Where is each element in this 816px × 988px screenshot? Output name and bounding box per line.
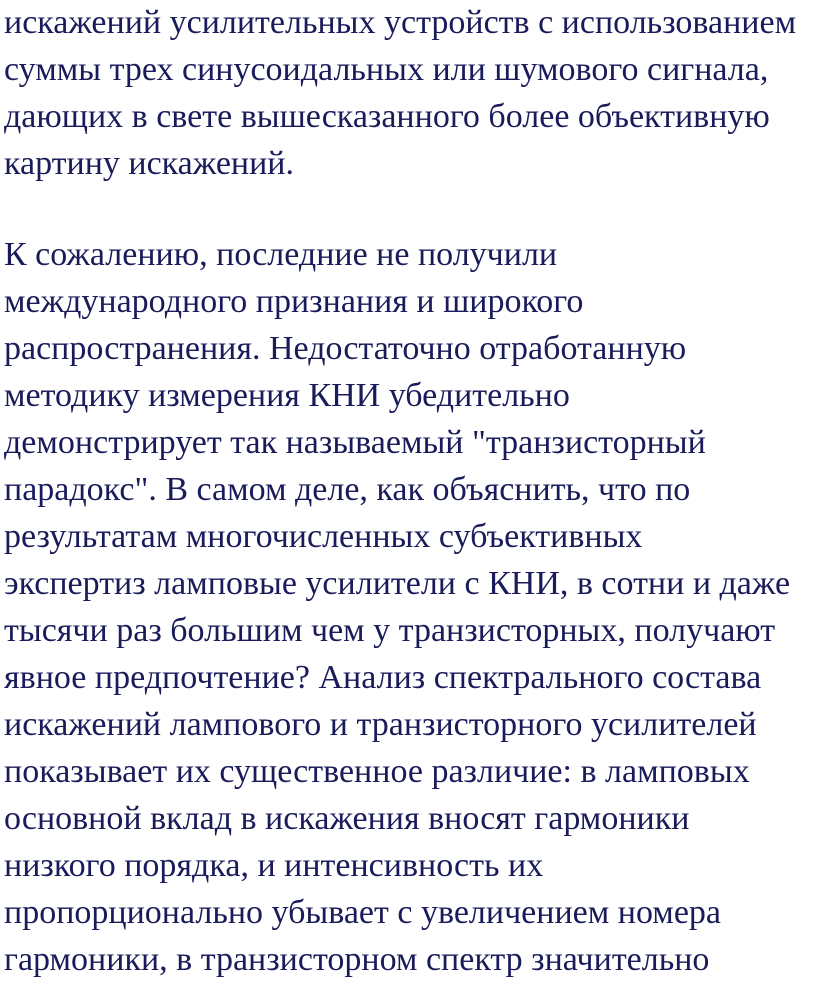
text-line: суммы трех синусоидальных или шумового сигнала, bbox=[4, 51, 769, 88]
text-line: низкого порядка, и интенсивность их bbox=[4, 847, 544, 884]
text-line: парадокс". В самом деле, как объяснить, что по bbox=[4, 471, 691, 508]
text-line: пропорционально убывает с увеличением номера bbox=[4, 894, 722, 931]
text-line: тысячи раз большим чем у транзисторных, получают bbox=[4, 612, 776, 649]
text-line: дающих в свете вышесказанного более объективную bbox=[4, 98, 770, 135]
text-line: распространения. Недостаточно отработанную bbox=[4, 330, 687, 367]
text-line: явное предпочтение? Анализ спектрального состава bbox=[4, 659, 762, 696]
text-line: искажений усилительных устройств с использованием bbox=[4, 4, 797, 41]
text-line: основной вклад в искажения вносят гармоники bbox=[4, 800, 690, 837]
text-line: демонстрирует так называемый "транзисторный bbox=[4, 424, 706, 461]
text-line: результатам многочисленных субъективных bbox=[4, 518, 643, 555]
text-line: международного признания и широкого bbox=[4, 283, 584, 320]
text-line: экспертиз ламповые усилители с КНИ, в сотни и даже bbox=[4, 565, 791, 602]
text-line: гармоники, в транзисторном спектр значительно bbox=[4, 941, 710, 978]
text-line: искажений лампового и транзисторного усилителей bbox=[4, 706, 757, 743]
text-line: методику измерения КНИ убедительно bbox=[4, 377, 570, 414]
text-line: показывает их существенное различие: в ламповых bbox=[4, 753, 750, 790]
text-line: картину искажений. bbox=[4, 145, 294, 182]
text-line: К сожалению, последние не получили bbox=[4, 236, 558, 273]
